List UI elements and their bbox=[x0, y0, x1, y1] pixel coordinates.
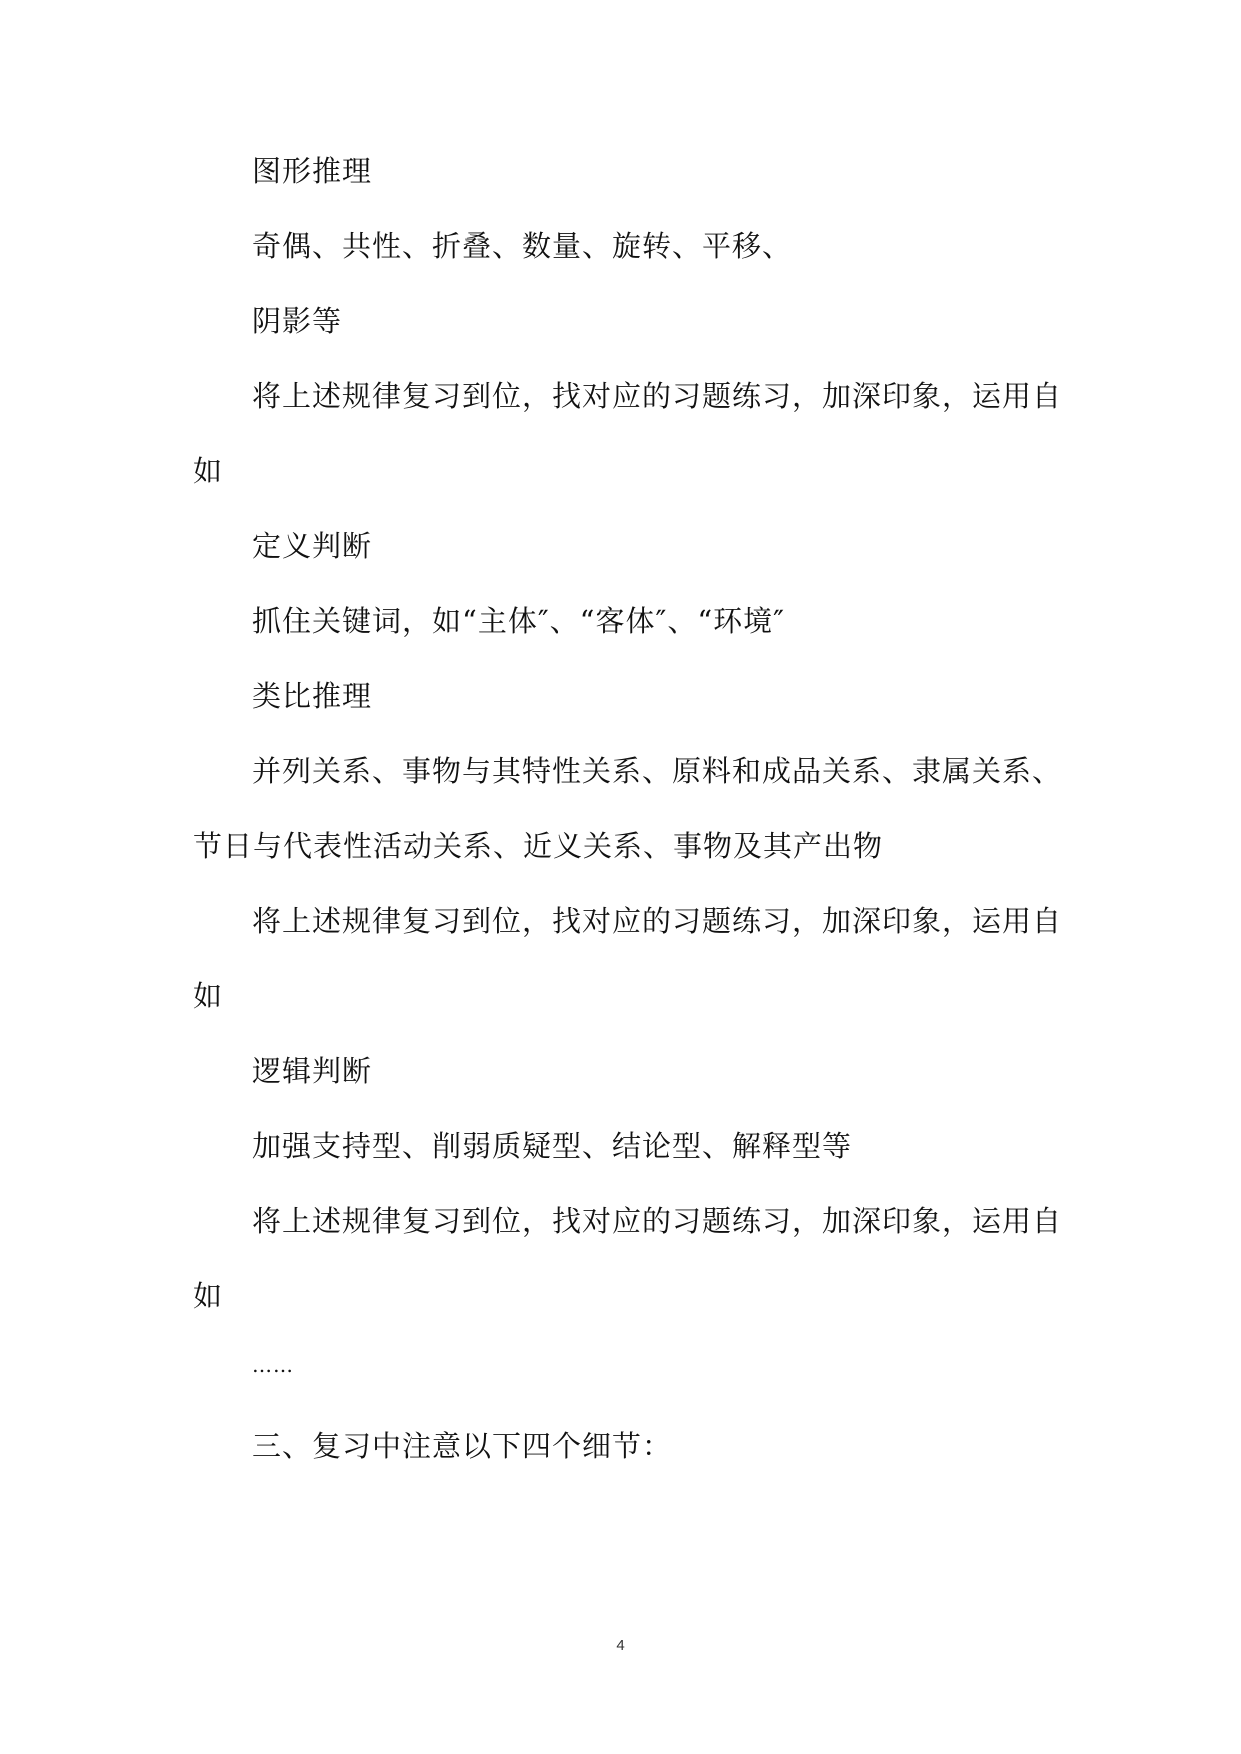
paragraph-line: 将上述规律复习到位，找对应的习题练习，加深印象，运用自 bbox=[252, 1204, 1063, 1238]
paragraph-line: 抓住关键词，如“主体″、“客体″、“环境″ bbox=[252, 604, 785, 638]
heading-analogy-reasoning: 类比推理 bbox=[252, 679, 373, 713]
heading-logical-judgment: 逻辑判断 bbox=[252, 1054, 373, 1088]
paragraph-line: 如 bbox=[193, 454, 224, 488]
paragraph-line: 阴影等 bbox=[252, 304, 343, 338]
paragraph-line: 将上述规律复习到位，找对应的习题练习，加深印象，运用自 bbox=[252, 904, 1063, 938]
paragraph-line: 奇偶、共性、折叠、数量、旋转、平移、 bbox=[252, 229, 793, 263]
paragraph-line: 如 bbox=[193, 1279, 224, 1313]
page-number: 4 bbox=[616, 1637, 625, 1654]
paragraph-line: 节日与代表性活动关系、近义关系、事物及其产出物 bbox=[193, 829, 884, 863]
paragraph-line: 如 bbox=[193, 979, 224, 1013]
ellipsis: …… bbox=[252, 1353, 294, 1377]
heading-definition-judgment: 定义判断 bbox=[252, 529, 373, 563]
paragraph-line: 并列关系、事物与其特性关系、原料和成品关系、隶属关系、 bbox=[252, 754, 1063, 788]
heading-graphic-reasoning: 图形推理 bbox=[252, 154, 373, 188]
section-heading-three: 三、复习中注意以下四个细节： bbox=[252, 1429, 673, 1463]
paragraph-line: 加强支持型、削弱质疑型、结论型、解释型等 bbox=[252, 1129, 853, 1163]
paragraph-line: 将上述规律复习到位，找对应的习题练习，加深印象，运用自 bbox=[252, 379, 1063, 413]
